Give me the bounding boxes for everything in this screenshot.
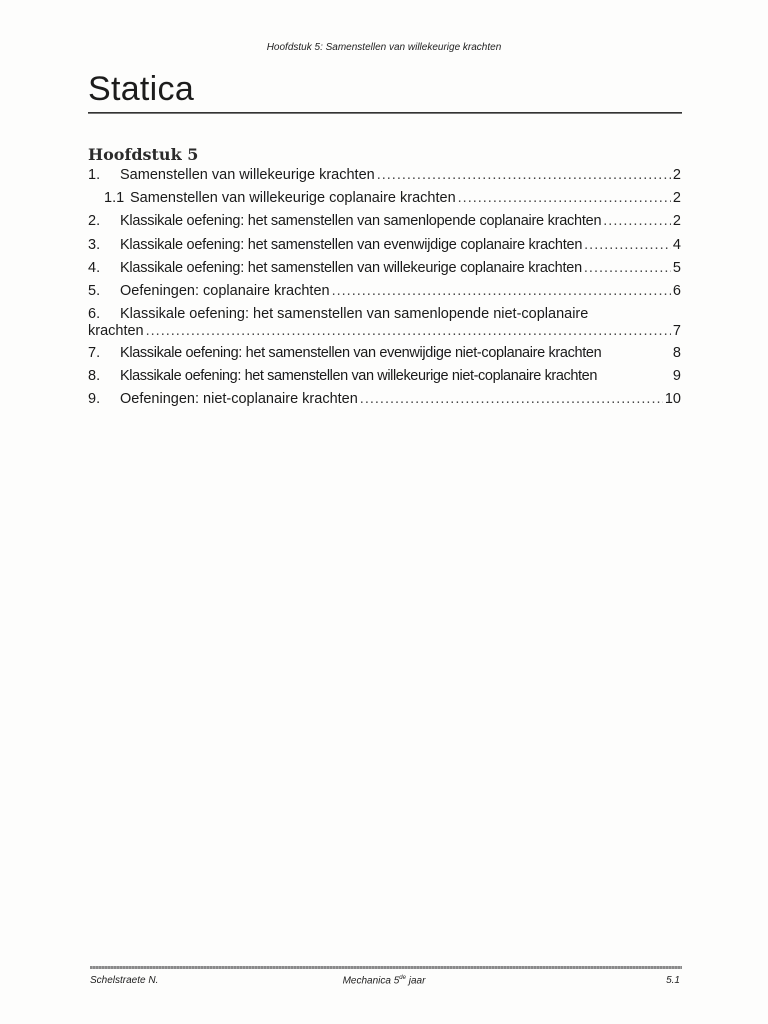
toc-leader-dots (584, 259, 671, 277)
toc-entry-page: 7 (672, 323, 681, 339)
toc-entry-text: Klassikale oefening: het samenstellen van samenlopende niet-coplanaire (120, 306, 589, 322)
toc-entry-1[interactable] (88, 166, 681, 184)
toc-entry-5[interactable] (88, 282, 681, 300)
footer-author: Schelstraete N. (90, 975, 159, 986)
toc-entry-number: 6. (88, 306, 101, 322)
toc-entry-text: Samenstellen van willekeurige krachten (120, 167, 375, 183)
toc-entry-number: 8. (88, 368, 101, 384)
toc-entry-8[interactable] (88, 367, 681, 385)
toc-entry-page: 2 (672, 190, 681, 206)
footer-course (0, 975, 768, 986)
toc-entry-page: 10 (664, 391, 681, 407)
toc-entry-text: Klassikale oefening: het samenstellen van evenwijdige coplanaire krachten (120, 237, 583, 253)
toc-leader-dots (458, 189, 671, 207)
toc-entry-4[interactable] (88, 259, 681, 277)
toc-entry-page: 5 (672, 260, 681, 276)
toc-entry-text: Klassikale oefening: het samenstellen van evenwijdige niet-coplanaire krachten (120, 345, 602, 361)
toc-leader-dots (360, 390, 663, 408)
running-header: Hoofdstuk 5: Samenstellen van willekeurige krachten (266, 42, 502, 53)
toc-entry-6-continued[interactable] (88, 322, 681, 340)
toc-leader-dots (377, 166, 671, 184)
footer-page-number: 5.1 (666, 975, 680, 986)
toc-entry-text: Klassikale oefening: het samenstellen van willekeurige coplanaire krachten (120, 260, 582, 276)
toc-entry-1-1[interactable] (88, 189, 681, 207)
toc-entry-number: 7. (88, 345, 101, 361)
footer-course-suffix: jaar (405, 975, 426, 987)
document-title: Statica (88, 70, 195, 108)
title-divider (88, 112, 682, 114)
footer-course-name: Mechanica 5 (342, 975, 400, 987)
toc-entry-number: 3. (88, 237, 101, 253)
toc-entry-page: 4 (672, 237, 681, 253)
toc-entry-page: 2 (672, 167, 681, 183)
toc-entry-number: 5. (88, 283, 101, 299)
toc-entry-9[interactable] (88, 390, 681, 408)
toc-entry-text: Oefeningen: coplanaire krachten (120, 283, 330, 299)
toc-entry-number: 1. (88, 167, 101, 183)
chapter-heading: Hoofdstuk 5 (88, 145, 199, 164)
toc-entry-7[interactable] (88, 344, 681, 362)
toc-entry-number: 4. (88, 260, 101, 276)
toc-leader-dots (603, 212, 671, 230)
toc-entry-page: 2 (672, 213, 681, 229)
footer-course-superscript: de (399, 975, 406, 981)
toc-entry-6[interactable] (88, 305, 681, 323)
toc-entry-text: Samenstellen van willekeurige coplanaire krachten (130, 190, 456, 206)
toc-entry-text: Oefeningen: niet-coplanaire krachten (120, 391, 358, 407)
toc-leader-dots (332, 282, 671, 300)
toc-entry-text: Klassikale oefening: het samenstellen van willekeurige niet-coplanaire krachten (120, 368, 597, 384)
toc-entry-text: Klassikale oefening: het samenstellen van samenlopende coplanaire krachten (120, 213, 602, 229)
toc-entry-page: 6 (672, 283, 681, 299)
toc-leader-dots (146, 322, 671, 340)
toc-entry-number: 2. (88, 213, 101, 229)
toc-leader-dots (584, 236, 671, 254)
toc-entry-3[interactable] (88, 236, 681, 254)
toc-entry-number: 1.1 (104, 190, 125, 206)
footer-divider (90, 966, 682, 969)
toc-entry-page: 9 (672, 368, 681, 384)
toc-entry-text-continued: krachten (88, 323, 144, 339)
toc-entry-page: 8 (672, 345, 681, 361)
toc-entry-number: 9. (88, 391, 101, 407)
toc-entry-2[interactable] (88, 212, 681, 230)
